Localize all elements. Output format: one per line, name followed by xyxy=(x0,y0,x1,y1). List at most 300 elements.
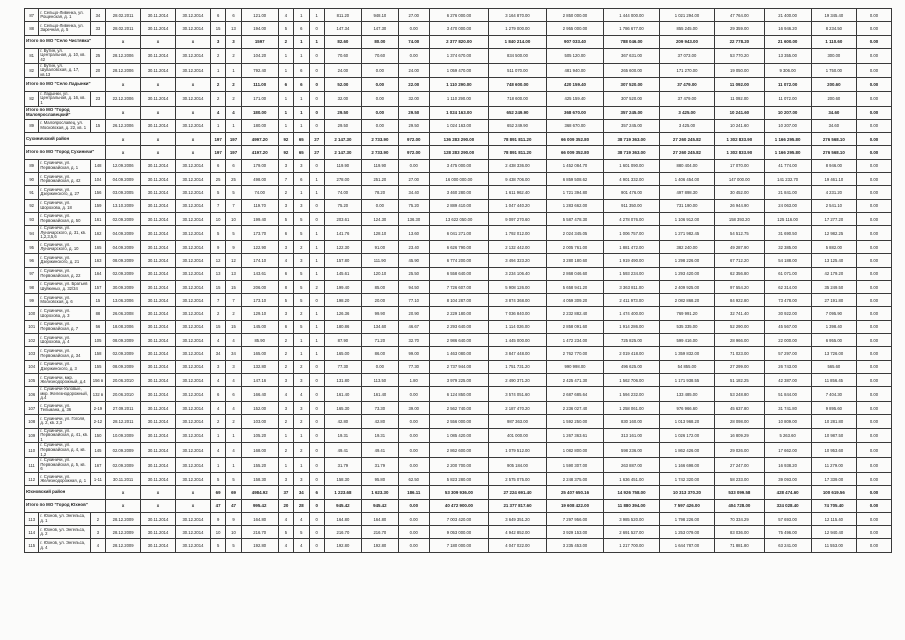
table-cell: 30.12.2014 xyxy=(175,458,210,473)
table-cell: 162 xyxy=(90,226,105,241)
table-cell: Итого по МО "Город Юхнов" xyxy=(25,499,106,512)
table-cell: 1 013 968.20 xyxy=(659,415,714,428)
table-cell: 30.11.2014 xyxy=(141,48,176,63)
table-cell: 0.00 xyxy=(856,119,891,132)
table-cell: 1 293 420.00 xyxy=(659,267,714,280)
table-row xyxy=(25,294,892,307)
table-cell: 20.00 xyxy=(361,294,398,307)
table-cell: 2 082 868.20 xyxy=(659,294,714,307)
table-cell: 4 xyxy=(210,106,225,119)
table-cell: 0 xyxy=(309,402,324,415)
table-row xyxy=(25,9,892,22)
table-cell: 3 xyxy=(226,360,241,373)
table-cell: 307 520.00 xyxy=(604,78,659,91)
table-cell: г. Сухиничи, ул. Первомайская, д. 7 xyxy=(39,320,90,333)
table-cell: 16 938.20 xyxy=(764,458,811,473)
table-cell: 179.00 xyxy=(241,159,278,172)
table-cell: x xyxy=(106,133,141,146)
table-cell: 834 500.00 xyxy=(489,48,547,63)
table-cell: 84 922.80 xyxy=(715,294,764,307)
table-cell: 2 xyxy=(210,78,225,91)
table-cell: 45.90 xyxy=(398,254,429,267)
table-cell: 2 xyxy=(278,334,293,347)
table-cell: 4 xyxy=(294,512,309,525)
table-cell: 66 009 352.80 xyxy=(546,146,604,159)
table-cell: г. Сухиничи, ул. Шорохова, д. 4 xyxy=(39,334,90,347)
table-cell: 30.12.2014 xyxy=(175,539,210,552)
table-cell: 748 600.00 xyxy=(489,78,547,91)
table-cell: 9 306.00 xyxy=(764,63,811,78)
table-cell: 6 xyxy=(226,159,241,172)
table-cell: 30.12.2014 xyxy=(175,9,210,22)
table-cell: 6 xyxy=(294,22,309,35)
table-cell: 6 xyxy=(278,320,293,333)
table-row xyxy=(25,526,892,539)
table-cell: 03.09.2005 xyxy=(106,186,141,199)
table-cell: 1 452 084.70 xyxy=(546,159,604,172)
table-cell: 78 891 811.20 xyxy=(489,133,547,146)
table-cell: 32 385.00 xyxy=(764,240,811,253)
summary-row xyxy=(25,499,892,512)
table-cell: 1 472 234.00 xyxy=(546,334,604,347)
table-cell: 6 558 640.00 xyxy=(429,267,489,280)
table-cell: 6 xyxy=(294,173,309,186)
table-cell: 1 xyxy=(278,106,293,119)
table-row xyxy=(25,119,892,132)
table-row xyxy=(25,91,892,106)
table-cell: 41 774.00 xyxy=(764,159,811,172)
table-cell: 30.11.2014 xyxy=(141,373,176,386)
table-cell: 1 021 294.00 xyxy=(659,9,714,22)
table-cell: 251.20 xyxy=(361,173,398,186)
table-cell: 3 235 453.00 xyxy=(546,539,604,552)
table-cell: 3 460 280.00 xyxy=(429,186,489,199)
table-cell: 105 xyxy=(90,334,105,347)
table-cell: 1 271 982.45 xyxy=(659,226,714,241)
table-cell: 75.20 xyxy=(324,199,361,212)
table-cell: 161.40 xyxy=(361,387,398,402)
table-cell: 1 593 234.00 xyxy=(604,267,659,280)
table-row xyxy=(25,173,892,186)
table-cell: 4 047 022.00 xyxy=(489,539,547,552)
table-cell: 87 xyxy=(25,9,39,22)
table-cell: 6 xyxy=(210,159,225,172)
table-cell: 5 xyxy=(226,186,241,199)
table-cell: 1 xyxy=(294,9,309,22)
table-cell: 30.11.2014 xyxy=(141,212,176,225)
table-cell: 1 006 757.00 xyxy=(604,226,659,241)
table-cell: 54 855.00 xyxy=(659,360,714,373)
table-cell: 106 xyxy=(25,387,39,402)
table-cell: 165.00 xyxy=(324,347,361,360)
table-cell: 30.11.2014 xyxy=(141,539,176,552)
table-cell: 147.30 xyxy=(361,22,398,35)
table-cell: 71 023.00 xyxy=(715,347,764,360)
table-cell: 11 880 394.00 xyxy=(604,499,659,512)
table-cell: 37 479.00 xyxy=(659,78,714,91)
table-cell: 100 619.56 xyxy=(811,486,856,499)
table-cell: 3 234 106.40 xyxy=(489,267,547,280)
table-cell: 2 575 075.00 xyxy=(489,472,547,485)
table-cell: 145.61 xyxy=(324,267,361,280)
table-cell: 3 xyxy=(278,373,293,386)
table-cell: 2 xyxy=(226,415,241,428)
table-cell: 0 xyxy=(309,526,324,539)
table-cell: г. Сухиничи, ул. Шорохова, д. 3 xyxy=(39,307,90,320)
table-cell: 27.00 xyxy=(398,9,429,22)
table-cell: 45 637.80 xyxy=(715,402,764,415)
table-cell: 12.09.2006 xyxy=(106,159,141,172)
table-cell: 62.50 xyxy=(398,472,429,485)
table-cell: 307 520.00 xyxy=(604,91,659,106)
table-cell: 1 798 226.00 xyxy=(659,512,714,525)
table-cell: 58 233.00 xyxy=(715,472,764,485)
table-cell: 0 xyxy=(309,119,324,132)
table-cell: 1 xyxy=(309,267,324,280)
table-cell: 1 919 490.00 xyxy=(604,254,659,267)
table-cell: 2-19 xyxy=(90,402,105,415)
table-cell: 4 xyxy=(226,106,241,119)
table-cell: 30.11.2014 xyxy=(141,119,176,132)
table-cell: 0 xyxy=(309,360,324,373)
table-cell: 27 191.80 xyxy=(811,294,856,307)
table-cell: 77.30 xyxy=(398,360,429,373)
table-cell: 31.79 xyxy=(324,458,361,473)
table-row xyxy=(25,373,892,386)
table-cell: 0 xyxy=(309,294,324,307)
table-cell: 2 868 046.60 xyxy=(546,267,604,280)
table-cell: 29 359.00 xyxy=(715,22,764,35)
table-cell: 3 494 323.20 xyxy=(489,254,547,267)
table-cell: 119.90 xyxy=(324,159,361,172)
table-cell: 49.41 xyxy=(324,443,361,458)
table-cell: 49 287.90 xyxy=(715,240,764,253)
table-cell: 2 889 410.00 xyxy=(429,199,489,212)
table-cell: 164 xyxy=(90,267,105,280)
table-cell: 1 298 226.00 xyxy=(659,254,714,267)
table-cell: 945.42 xyxy=(324,499,361,512)
table-cell: 1597 xyxy=(241,35,278,48)
table-cell: 30.11.2014 xyxy=(141,226,176,241)
table-cell: 30.11.2014 xyxy=(141,320,176,333)
table-cell: x xyxy=(175,35,210,48)
table-cell: 61 071.00 xyxy=(764,267,811,280)
table-cell: 4997.20 xyxy=(241,133,278,146)
table-cell: 901 476.00 xyxy=(604,186,659,199)
table-cell: 4 xyxy=(294,539,309,552)
table-cell: 3 xyxy=(294,159,309,172)
table-cell: 0.00 xyxy=(856,173,891,186)
table-cell: 2 438 336.00 xyxy=(489,159,547,172)
table-cell: 368 670.00 xyxy=(546,119,604,132)
table-cell: 52.00 xyxy=(324,78,361,91)
table-cell: 0.00 xyxy=(856,212,891,225)
table-cell: 2 xyxy=(294,307,309,320)
table-cell: 276 568.10 xyxy=(811,133,856,146)
table-cell: 3 280 180.60 xyxy=(546,254,604,267)
table-cell: 17 277.20 xyxy=(811,212,856,225)
table-cell: x xyxy=(106,106,141,119)
table-cell: 125 116.00 xyxy=(764,212,811,225)
table-cell: 25 xyxy=(90,48,105,63)
table-cell: 10 207.00 xyxy=(764,119,811,132)
table-cell: 4 xyxy=(90,539,105,552)
table-cell: 2 541.10 xyxy=(811,199,856,212)
table-cell: 1 xyxy=(278,63,293,78)
table-cell: 157.80 xyxy=(324,254,361,267)
table-cell: 6 xyxy=(278,78,293,91)
table-cell: x xyxy=(175,133,210,146)
table-cell: 198.20 xyxy=(324,294,361,307)
table-cell: Сухиничский район xyxy=(25,133,106,146)
table-cell: 30.12.2014 xyxy=(175,119,210,132)
table-cell: 0.00 xyxy=(856,539,891,552)
table-cell: 126.36 xyxy=(324,307,361,320)
table-cell: 0.00 xyxy=(856,443,891,458)
table-cell: 94.50 xyxy=(398,280,429,293)
table-row xyxy=(25,280,892,293)
table-cell: 10 241.60 xyxy=(715,119,764,132)
table-cell: 511 070.00 xyxy=(489,63,547,78)
table-cell: 5 658 941.20 xyxy=(546,280,604,293)
table-row xyxy=(25,443,892,458)
table-cell: 5 xyxy=(210,226,225,241)
table-cell: 6 xyxy=(210,9,225,22)
table-cell: 1 374 670.00 xyxy=(429,48,489,63)
table-cell: 147 000.00 xyxy=(715,173,764,186)
table-cell: 0.00 xyxy=(856,91,891,106)
table-cell: 1 114 026.00 xyxy=(489,320,547,333)
table-cell: 30.12.2014 xyxy=(175,212,210,225)
table-cell: 156 xyxy=(90,186,105,199)
table-cell: 4197.20 xyxy=(241,146,278,159)
table-cell: 0.00 xyxy=(856,9,891,22)
table-cell: 173.70 xyxy=(241,226,278,241)
table-cell: 357 245.00 xyxy=(604,106,659,119)
table-cell: 171 270.00 xyxy=(659,63,714,78)
table-cell: 4 xyxy=(210,443,225,458)
table-cell: 420 159.40 xyxy=(546,78,604,91)
table-cell: 216.70 xyxy=(241,526,278,539)
table-cell: 30.11.2014 xyxy=(141,402,176,415)
table-cell: 401 000.00 xyxy=(489,428,547,443)
table-cell: г. Сухиничи, ул. Московская, д. 6 xyxy=(39,294,90,307)
table-cell: 2 986 640.00 xyxy=(429,334,489,347)
table-cell: 0.00 xyxy=(398,415,429,428)
table-cell: 122.90 xyxy=(241,240,278,253)
table-cell: 9 xyxy=(210,240,225,253)
table-cell: 148 xyxy=(90,159,105,172)
table-cell: 0.00 xyxy=(856,78,891,91)
table-cell: 200.60 xyxy=(811,91,856,106)
table-cell: 1 xyxy=(226,119,241,132)
table-cell: 20 xyxy=(278,499,293,512)
table-cell: 1 217 700.00 xyxy=(604,539,659,552)
table-cell: 15 xyxy=(90,294,105,307)
table-cell: 08.09.2009 xyxy=(106,360,141,373)
table-cell: 52 290.00 xyxy=(715,320,764,333)
table-cell: 2 xyxy=(278,186,293,199)
table-cell: 6 276 000.00 xyxy=(429,9,489,22)
table-cell: 880 404.00 xyxy=(659,159,714,172)
table-cell: 30.12.2014 xyxy=(175,320,210,333)
table-cell: 0.00 xyxy=(856,526,891,539)
table-cell: 22.12.2006 xyxy=(106,91,141,106)
table-cell: 25 xyxy=(210,173,225,186)
table-cell: 95 xyxy=(25,240,39,253)
table-cell: 10 809.00 xyxy=(764,415,811,428)
table-cell: 0.00 xyxy=(361,91,398,106)
table-cell: 63 241.00 xyxy=(764,539,811,552)
table-cell: 1 474 400.00 xyxy=(604,307,659,320)
table-cell: 141.76 xyxy=(324,226,361,241)
table-row xyxy=(25,512,892,525)
table-cell: 10.09.2009 xyxy=(106,428,141,443)
table-cell: 1 xyxy=(294,48,309,63)
table-cell: 1 166 295.80 xyxy=(764,146,811,159)
table-row xyxy=(25,334,892,347)
table-cell: 0 xyxy=(309,199,324,212)
table-cell: 199.40 xyxy=(324,280,361,293)
table-cell: 1 xyxy=(294,106,309,119)
table-cell: 141 232.70 xyxy=(764,173,811,186)
table-cell: г. Ладынки, ул. Центральная, д. 16, кв. 1 xyxy=(39,91,90,106)
table-cell: 1 xyxy=(294,428,309,443)
table-cell: 111.90 xyxy=(361,254,398,267)
table-cell: 38 719 363.00 xyxy=(604,133,659,146)
table-row xyxy=(25,212,892,225)
table-cell: 82 xyxy=(25,63,39,78)
table-cell: 276 568.10 xyxy=(811,146,856,159)
table-cell: 161 xyxy=(90,212,105,225)
table-cell: 27 xyxy=(309,146,324,159)
table-cell: 1 253 079.00 xyxy=(659,526,714,539)
table-cell: 57 693.00 xyxy=(764,512,811,525)
table-cell: 0.00 xyxy=(398,443,429,458)
table-cell: x xyxy=(106,499,141,512)
table-cell: 1 085 420.00 xyxy=(429,428,489,443)
table-cell: 30.12.2014 xyxy=(175,199,210,212)
table-cell: 02.09.2009 xyxy=(106,443,141,458)
table-cell: 1 302 833.90 xyxy=(715,146,764,159)
table-cell: 2 xyxy=(90,512,105,525)
table-cell: 972.00 xyxy=(398,146,429,159)
table-cell: 0.00 xyxy=(398,526,429,539)
table-cell: x xyxy=(175,78,210,91)
table-cell: 91.00 xyxy=(361,240,398,253)
table-cell: 74.00 xyxy=(398,35,429,48)
table-row xyxy=(25,226,892,241)
table-cell: 3 xyxy=(278,307,293,320)
table-cell: 30.11.2014 xyxy=(141,334,176,347)
table-cell: 7 003 420.00 xyxy=(429,512,489,525)
table-cell: 119.90 xyxy=(361,159,398,172)
table-cell: 0.00 xyxy=(856,63,891,78)
table-cell: 180.00 xyxy=(241,119,278,132)
table-cell: 71.20 xyxy=(361,334,398,347)
table-cell: 2 xyxy=(294,443,309,458)
table-cell: 82.60 xyxy=(324,35,361,48)
table-row xyxy=(25,428,892,443)
table-cell: 31 690.50 xyxy=(764,226,811,241)
table-cell: 1 xyxy=(309,347,324,360)
table-cell: 02.09.2009 xyxy=(106,267,141,280)
table-cell: 4 xyxy=(210,334,225,347)
table-cell: 11 553.00 xyxy=(811,539,856,552)
table-cell: г. Юхнов, ул. Энгельса, д. 1 xyxy=(39,512,90,525)
table-cell: 11 856.45 xyxy=(811,373,856,386)
table-cell: 105 xyxy=(25,373,39,386)
table-cell: 114 xyxy=(25,526,39,539)
table-cell: 2 737 944.00 xyxy=(429,360,489,373)
housing-program-table xyxy=(24,8,892,553)
table-cell: 113 xyxy=(25,512,39,525)
table-cell: 0.00 xyxy=(398,48,429,63)
table-cell: 1 xyxy=(309,9,324,22)
table-cell: 7 180 000.00 xyxy=(429,539,489,552)
table-cell: x xyxy=(141,35,176,48)
table-cell: 155 xyxy=(90,360,105,373)
table-cell: 5 xyxy=(226,226,241,241)
table-row xyxy=(25,415,892,428)
table-cell: x xyxy=(175,146,210,159)
table-cell: 93 xyxy=(25,212,39,225)
table-cell: 0.00 xyxy=(361,199,398,212)
table-cell: 19.31 xyxy=(324,428,361,443)
summary-row xyxy=(25,106,892,119)
table-cell: 30.11.2014 xyxy=(141,347,176,360)
table-cell: 0 xyxy=(309,159,324,172)
table-cell: 30.12.2014 xyxy=(175,428,210,443)
table-cell: 70 334.29 xyxy=(715,512,764,525)
table-cell: 13 622 050.00 xyxy=(429,212,489,225)
table-cell: Итого по МО "Город Сухиничи" xyxy=(25,146,106,159)
table-cell: 28 966.00 xyxy=(715,334,764,347)
table-cell: 1 562 706.00 xyxy=(604,373,659,386)
table-cell: 22.00 xyxy=(398,78,429,91)
table-cell: 2 409 925.00 xyxy=(659,280,714,293)
table-cell: 1 082 800.00 xyxy=(546,443,604,458)
table-cell: 30 452.00 xyxy=(715,186,764,199)
table-cell: 197 xyxy=(226,133,241,146)
table-cell: 2 xyxy=(226,307,241,320)
table-cell: 2 229 180.00 xyxy=(429,307,489,320)
table-cell: 3 xyxy=(278,199,293,212)
table-cell: 0 xyxy=(309,91,324,106)
table-cell: 4 901 332.00 xyxy=(604,173,659,186)
table-cell: 132.80 xyxy=(241,360,278,373)
table-cell: 104 xyxy=(25,360,39,373)
table-cell: 171.00 xyxy=(241,91,278,106)
table-cell: 34 xyxy=(226,347,241,360)
table-cell: 788 046.00 xyxy=(604,35,659,48)
table-cell: 1 xyxy=(210,428,225,443)
table-cell: 199.40 xyxy=(241,212,278,225)
table-cell: 19 608 422.00 xyxy=(546,499,604,512)
table-cell: 1 444 000.00 xyxy=(604,9,659,22)
table-cell: 565.60 xyxy=(811,360,856,373)
table-cell: 0.00 xyxy=(856,373,891,386)
table-cell: 158 393.20 xyxy=(715,212,764,225)
table-cell: 1 xyxy=(294,119,309,132)
table-row xyxy=(25,159,892,172)
table-cell: 533 099.58 xyxy=(715,486,764,499)
table-cell: 4 xyxy=(210,373,225,386)
table-cell: 30.12.2014 xyxy=(175,294,210,307)
table-cell: 1 110 290.00 xyxy=(429,91,489,106)
table-cell: 2 xyxy=(278,360,293,373)
table-cell: 1 047 440.20 xyxy=(489,199,547,212)
